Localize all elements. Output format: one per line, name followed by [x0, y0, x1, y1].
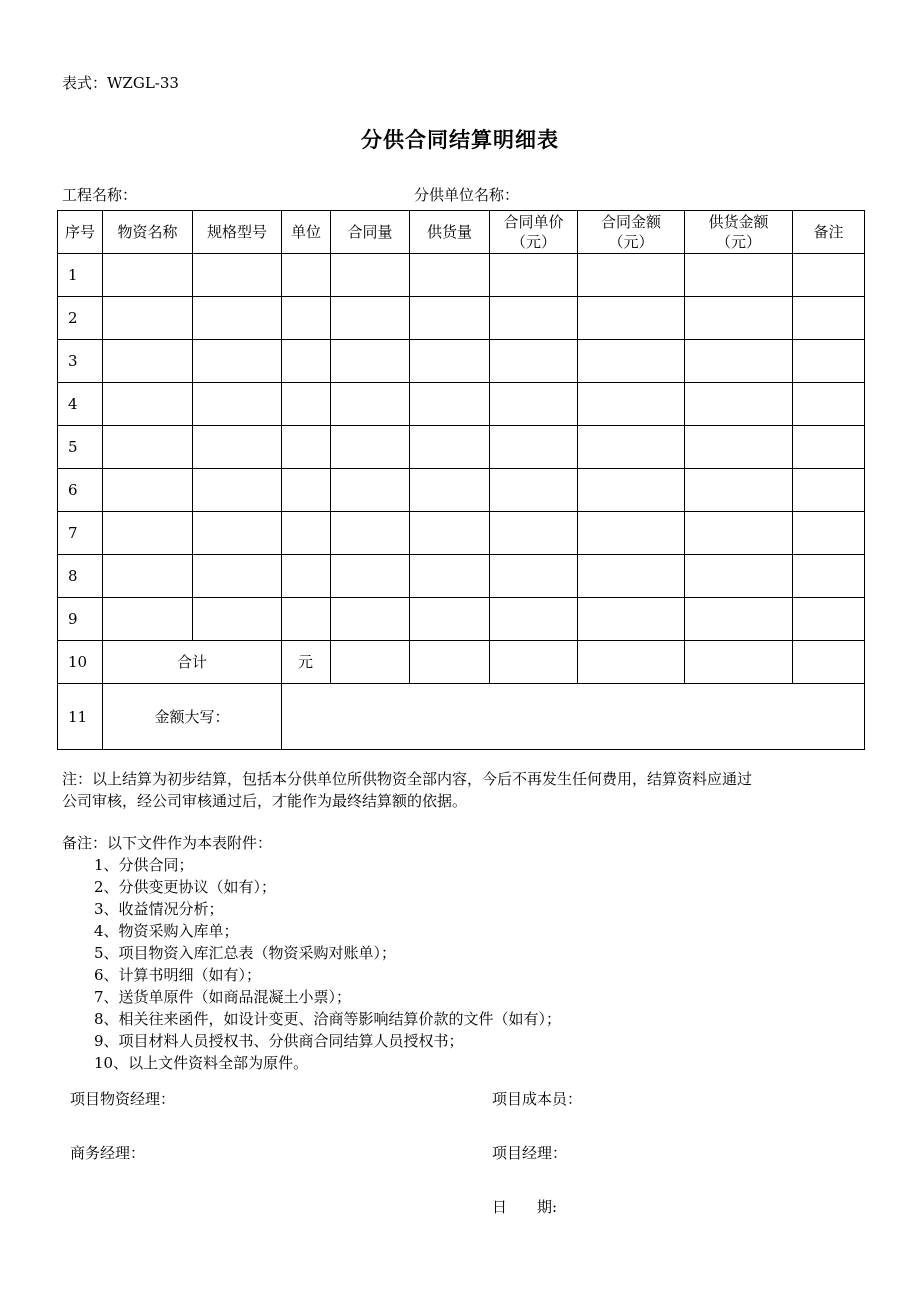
table-cell[interactable] [490, 555, 578, 598]
table-cell[interactable] [685, 426, 793, 469]
table-row [58, 555, 865, 598]
table-row [58, 512, 865, 555]
table-cell[interactable] [490, 426, 578, 469]
table-cell[interactable] [331, 555, 410, 598]
table-cell[interactable] [685, 383, 793, 426]
table-cell[interactable] [410, 469, 490, 512]
table-cell[interactable] [578, 383, 685, 426]
table-cell[interactable] [490, 512, 578, 555]
header-seq: 序号 [58, 211, 103, 254]
table-cell[interactable] [331, 383, 410, 426]
table-cell[interactable] [410, 598, 490, 641]
settlement-table [57, 210, 865, 750]
header-supply-amount [685, 211, 793, 254]
header-spec: 规格型号 [193, 211, 282, 254]
header-supply-amount-line2: （元） [715, 233, 761, 251]
table-cell[interactable] [793, 469, 865, 512]
business-manager-signature: 商务经理： [70, 1144, 146, 1162]
table-cell[interactable] [685, 598, 793, 641]
page-title: 分供合同结算明细表 [361, 128, 559, 152]
table-header-row [58, 211, 865, 254]
table-cell[interactable] [578, 254, 685, 297]
table-row [58, 598, 865, 641]
total-unit: 元 [282, 641, 331, 684]
table-cell[interactable] [193, 383, 282, 426]
table-row [58, 340, 865, 383]
settlement-note [62, 768, 862, 812]
header-unit: 单位 [282, 211, 331, 254]
table-cell[interactable] [331, 598, 410, 641]
table-cell[interactable] [793, 383, 865, 426]
form-code: 表式：WZGL-33 [62, 74, 179, 92]
table-cell[interactable] [578, 555, 685, 598]
table-cell[interactable] [578, 340, 685, 383]
note-line-2: 公司审核，经公司审核通过后，才能作为最终结算额的依据。 [62, 792, 468, 810]
material-manager-signature: 项目物资经理： [70, 1090, 176, 1108]
table-cell[interactable] [103, 383, 193, 426]
table-cell[interactable] [193, 426, 282, 469]
table-cell[interactable] [103, 598, 193, 641]
table-cell[interactable] [193, 512, 282, 555]
total-cell[interactable] [331, 641, 410, 684]
table-cell[interactable] [103, 297, 193, 340]
table-cell[interactable] [103, 469, 193, 512]
row-seq: 1 [58, 254, 103, 297]
table-cell[interactable] [331, 297, 410, 340]
attachment-item: 6、计算书明细（如有）； [94, 966, 262, 984]
attachment-item: 9、项目材料人员授权书、分供商合同结算人员授权书； [94, 1032, 464, 1050]
table-row [58, 254, 865, 297]
table-cell[interactable] [282, 340, 331, 383]
table-cell[interactable] [103, 254, 193, 297]
header-unit-price-line1: 合同单价 [503, 213, 564, 231]
project-name-label: 工程名称： [62, 186, 138, 204]
row-seq: 3 [58, 340, 103, 383]
table-cell[interactable] [793, 512, 865, 555]
header-contract-qty: 合同量 [331, 211, 410, 254]
table-cell[interactable] [103, 512, 193, 555]
total-cell[interactable] [578, 641, 685, 684]
table-cell[interactable] [490, 469, 578, 512]
table-cell[interactable] [578, 598, 685, 641]
capital-seq: 11 [58, 684, 103, 750]
table-cell[interactable] [282, 254, 331, 297]
table-cell[interactable] [282, 383, 331, 426]
table-cell[interactable] [578, 469, 685, 512]
table-cell[interactable] [103, 426, 193, 469]
row-seq: 2 [58, 297, 103, 340]
table-cell[interactable] [578, 512, 685, 555]
table-cell[interactable] [685, 297, 793, 340]
table-cell[interactable] [282, 426, 331, 469]
table-cell[interactable] [331, 512, 410, 555]
table-cell[interactable] [193, 340, 282, 383]
total-cell[interactable] [410, 641, 490, 684]
table-cell[interactable] [282, 598, 331, 641]
table-cell[interactable] [793, 426, 865, 469]
subcontractor-name-label: 分供单位名称： [414, 186, 520, 204]
total-seq: 10 [58, 641, 103, 684]
attachment-item: 2、分供变更协议（如有）； [94, 878, 277, 896]
header-remark: 备注 [793, 211, 865, 254]
table-cell[interactable] [282, 297, 331, 340]
table-cell[interactable] [490, 340, 578, 383]
table-row [58, 297, 865, 340]
header-contract-amount-line1: 合同金额 [600, 213, 661, 231]
header-material: 物资名称 [103, 211, 193, 254]
table-cell[interactable] [331, 254, 410, 297]
table-cell[interactable] [793, 598, 865, 641]
table-cell[interactable] [193, 469, 282, 512]
header-unit-price [490, 211, 578, 254]
table-cell[interactable] [685, 512, 793, 555]
row-seq: 7 [58, 512, 103, 555]
attachment-item: 8、相关往来函件，如设计变更、洽商等影响结算价款的文件（如有）； [94, 1010, 562, 1028]
total-label: 合计 [103, 641, 282, 684]
header-supply-qty: 供货量 [410, 211, 490, 254]
table-cell[interactable] [685, 254, 793, 297]
total-cell[interactable] [490, 641, 578, 684]
attachment-list [94, 854, 561, 1074]
capital-amount-field[interactable] [282, 684, 865, 750]
row-seq: 5 [58, 426, 103, 469]
attachment-item: 10、以上文件资料全部为原件。 [94, 1054, 309, 1072]
table-cell[interactable] [685, 555, 793, 598]
table-cell[interactable] [193, 254, 282, 297]
row-seq: 9 [58, 598, 103, 641]
table-row [58, 383, 865, 426]
header-contract-amount-line2: （元） [608, 233, 654, 251]
date-field: 日 期: [492, 1198, 558, 1216]
table-cell[interactable] [490, 383, 578, 426]
table-cell[interactable] [685, 469, 793, 512]
attachment-item: 1、分供合同； [94, 856, 194, 874]
table-cell[interactable] [685, 340, 793, 383]
table-row [58, 426, 865, 469]
total-cell[interactable] [685, 641, 793, 684]
project-manager-signature: 项目经理： [492, 1144, 568, 1162]
table-cell[interactable] [410, 512, 490, 555]
table-cell[interactable] [490, 297, 578, 340]
table-cell[interactable] [793, 555, 865, 598]
table-cell[interactable] [490, 598, 578, 641]
table-cell[interactable] [331, 426, 410, 469]
total-cell[interactable] [793, 641, 865, 684]
total-row [58, 641, 865, 684]
capital-label: 金额大写： [103, 684, 282, 750]
table-cell[interactable] [410, 426, 490, 469]
header-contract-amount [578, 211, 685, 254]
table-cell[interactable] [331, 469, 410, 512]
table-cell[interactable] [578, 297, 685, 340]
table-cell[interactable] [793, 254, 865, 297]
note-line-1: 注：以上结算为初步结算，包括本分供单位所供物资全部内容，今后不再发生任何费用，结算资料应通过 [62, 770, 753, 788]
attachment-item: 3、收益情况分析； [94, 900, 224, 918]
table-cell[interactable] [410, 340, 490, 383]
header-supply-amount-line1: 供货金额 [708, 213, 769, 231]
table-cell[interactable] [103, 340, 193, 383]
attachment-item: 4、物资采购入库单； [94, 922, 239, 940]
table-row [58, 469, 865, 512]
table-cell[interactable] [410, 555, 490, 598]
table-cell[interactable] [193, 297, 282, 340]
table-cell[interactable] [410, 254, 490, 297]
table-cell[interactable] [578, 426, 685, 469]
table-cell[interactable] [410, 383, 490, 426]
row-seq: 4 [58, 383, 103, 426]
table-cell[interactable] [193, 555, 282, 598]
cost-staff-signature: 项目成本员： [492, 1090, 583, 1108]
table-cell[interactable] [193, 598, 282, 641]
table-cell[interactable] [282, 512, 331, 555]
table-cell[interactable] [282, 555, 331, 598]
attachment-item: 5、项目物资入库汇总表（物资采购对账单）； [94, 944, 397, 962]
table-cell[interactable] [331, 340, 410, 383]
table-cell[interactable] [410, 297, 490, 340]
header-unit-price-line2: （元） [510, 233, 556, 251]
attachment-item: 7、送货单原件（如商品混凝土小票）； [94, 988, 352, 1006]
table-cell[interactable] [282, 469, 331, 512]
remark-heading: 备注：以下文件作为本表附件： [62, 834, 273, 852]
table-cell[interactable] [793, 340, 865, 383]
row-seq: 6 [58, 469, 103, 512]
table-cell[interactable] [793, 297, 865, 340]
row-seq: 8 [58, 555, 103, 598]
table-cell[interactable] [103, 555, 193, 598]
capital-amount-row [58, 684, 865, 750]
table-cell[interactable] [490, 254, 578, 297]
